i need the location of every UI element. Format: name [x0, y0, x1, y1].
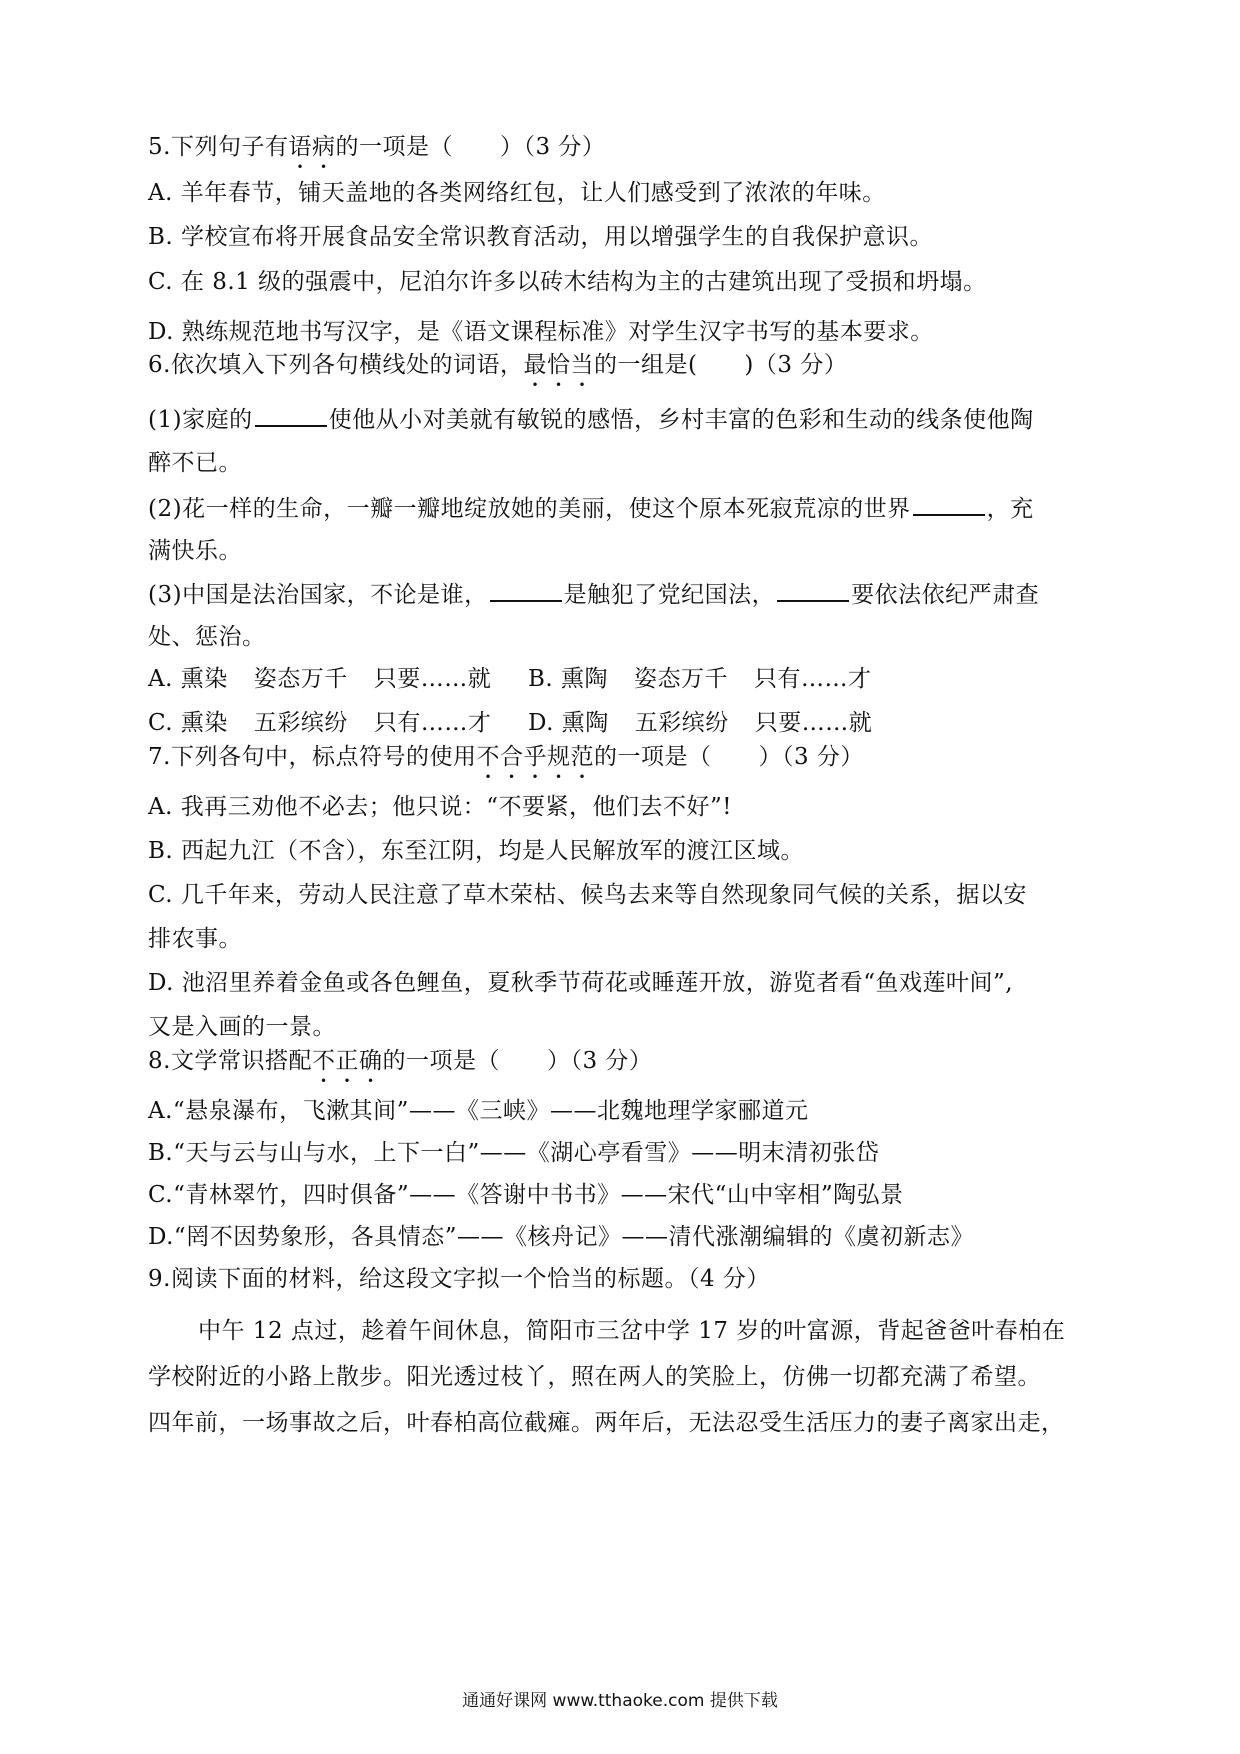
blank-3 [490, 578, 562, 602]
q7-option-b: B. 西起九江（不含），东至江阴，均是人民解放军的渡江区域。 [148, 838, 805, 864]
q7-stem: 7.下列各句中，标点符号的使用不合乎规范的一项是（ ）（3 分） [148, 744, 864, 770]
blank-1 [255, 403, 327, 427]
page-footer: 通通好课网 www.tthaoke.com 提供下载 [462, 1691, 778, 1711]
q6-options-cd [148, 708, 872, 738]
q6-sentence-1-cont: 醉不已。 [148, 450, 242, 476]
q7-option-a: A. 我再三劝他不必去；他只说：“不要紧，他们去不好”! [148, 794, 732, 820]
blank-2 [913, 492, 985, 516]
q9-stem: 9.阅读下面的材料，给这段文字拟一个恰当的标题。（4 分） [148, 1266, 770, 1292]
q5-stem: 5.下列句子有语病的一项是（ ）（3 分） [148, 134, 606, 160]
blank-4 [777, 578, 849, 602]
q5-option-c: C. 在 8.1 级的强震中，尼泊尔许多以砖木结构为主的古建筑出现了受损和坍塌。 [148, 269, 987, 295]
q8-stem: 8.文学常识搭配不正确的一项是（ ）（3 分） [148, 1048, 653, 1074]
q5-option-b: B. 学校宣布将开展食品安全常识教育活动，用以增强学生的自我保护意识。 [148, 224, 934, 250]
q8-option-c: C.“青林翠竹，四时俱备”——《答谢中书书》——宋代“山中宰相”陶弘景 [148, 1182, 904, 1208]
q6-option-c: C. 熏染 五彩缤纷 只有……才 [148, 710, 492, 736]
q7-option-d-cont: 又是入画的一景。 [148, 1014, 336, 1040]
q8-emphasis: 不正确 [311, 1048, 383, 1074]
q5-option-d: D. 熟练规范地书写汉字，是《语文课程标准》对学生汉字书写的基本要求。 [148, 319, 934, 345]
q5-option-a: A. 羊年春节，铺天盖地的各类网络红包，让人们感受到了浓浓的年味。 [148, 180, 886, 206]
q6-option-a: A. 熏染 姿态万千 只要……就 [148, 666, 492, 692]
q8-option-a: A.“悬泉瀑布，飞漱其间”——《三峡》——北魏地理学家郦道元 [148, 1098, 809, 1124]
q7-emphasis: 不合乎规范 [476, 744, 594, 770]
q6-options-ab [148, 664, 872, 694]
q6-option-b: B. 熏陶 姿态万千 只有……才 [528, 666, 872, 692]
q9-passage-line: 四年前，一场事故之后，叶春柏高位截瘫。两年后，无法忍受生活压力的妻子离家出走， [148, 1410, 1065, 1436]
q5-emphasis: 语病 [288, 134, 336, 160]
q6-sentence-1: (1)家庭的 使他从小对美就有敏锐的感悟，乡村丰富的色彩和生动的线条使他陶 [148, 403, 1034, 435]
q6-sentence-2: (2)花一样的生命，一瓣一瓣地绽放她的美丽，使这个原本死寂荒凉的世界 ，充 [148, 492, 1034, 524]
q7-option-c-cont: 排农事。 [148, 926, 242, 952]
q6-option-d: D. 熏陶 五彩缤纷 只要……就 [528, 710, 873, 736]
q9-passage-line: 学校附近的小路上散步。阳光透过枝丫，照在两人的笑脸上，仿佛一切都充满了希望。 [148, 1364, 1041, 1390]
q6-stem: 6.依次填入下列各句横线处的词语，最恰当的一组是( )（3 分） [148, 352, 848, 378]
q6-sentence-2-cont: 满快乐。 [148, 538, 242, 564]
q7-option-d: D. 池沼里养着金鱼或各色鲤鱼，夏秋季节荷花或睡莲开放，游览者看“鱼戏莲叶间”, [148, 970, 1014, 996]
q8-option-b: B.“天与云与山与水，上下一白”——《湖心亭看雪》——明末清初张岱 [148, 1140, 880, 1166]
q6-sentence-3-cont: 处、惩治。 [148, 624, 266, 650]
q6-emphasis: 最恰当 [523, 352, 594, 378]
q6-sentence-3: (3)中国是法治国家，不论是谁， 是触犯了党纪国法， 要依法依纪严肃查 [148, 578, 1039, 610]
q8-option-d: D.“罔不因势象形，各具情态”——《核舟记》——清代涨潮编辑的《虞初新志》 [148, 1224, 974, 1250]
q7-option-c: C. 几千年来，劳动人民注意了草木荣枯、候鸟去来等自然现象同气候的关系，据以安 [148, 882, 1027, 908]
q9-passage-line: 中午 12 点过，趁着午间休息，简阳市三岔中学 17 岁的叶富源，背起爸爸叶春柏在 [198, 1318, 1066, 1344]
